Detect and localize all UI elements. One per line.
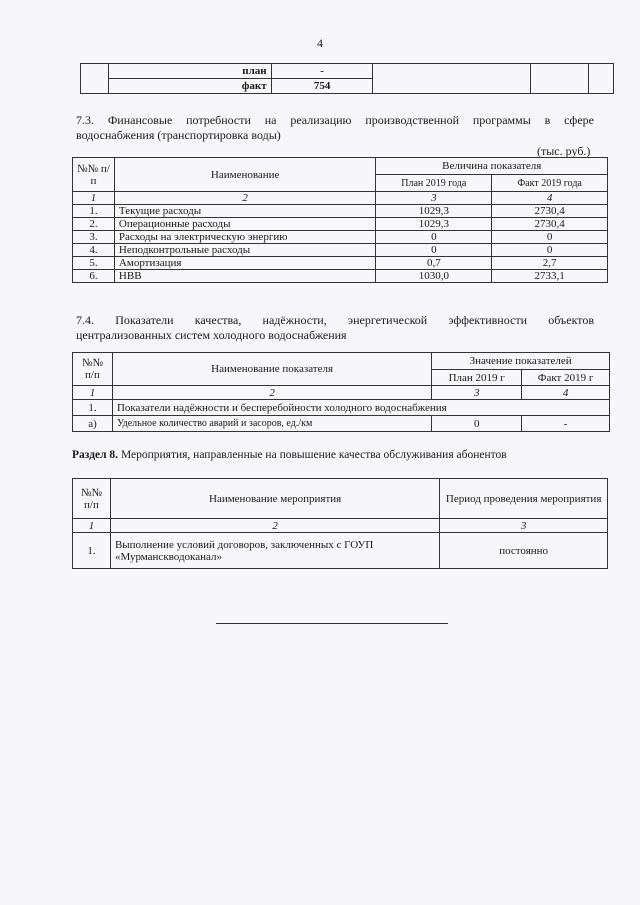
row-name: Удельное количество аварий и засоров, ед./км bbox=[112, 416, 431, 432]
row-plan: 0 bbox=[376, 231, 492, 244]
col-number: 4 bbox=[492, 192, 608, 205]
table-row bbox=[73, 244, 608, 257]
table-row bbox=[73, 416, 610, 432]
row-name: НВВ bbox=[114, 270, 376, 283]
header-fact: Факт 2019 года bbox=[492, 175, 608, 192]
header-num: №№ п/п bbox=[73, 353, 113, 386]
row-name: Неподконтрольные расходы bbox=[114, 244, 376, 257]
top-table bbox=[80, 63, 614, 94]
row-period: постоянно bbox=[440, 533, 608, 569]
row-num: 6. bbox=[73, 270, 115, 283]
header-plan: План 2019 года bbox=[376, 175, 492, 192]
row-fact: 2730,4 bbox=[492, 205, 608, 218]
header-name: Наименование bbox=[114, 158, 376, 192]
header-plan: План 2019 г bbox=[432, 370, 522, 386]
row-plan: 1029,3 bbox=[376, 205, 492, 218]
units-label: (тыс. руб.) bbox=[537, 144, 591, 158]
section-7-4-title-line1: 7.4. Показатели качества, надёжности, энергетической эффективности объектов bbox=[76, 313, 594, 327]
table-cell bbox=[81, 64, 109, 94]
header-period: Период проведения мероприятия bbox=[440, 479, 608, 519]
header-name: Наименование мероприятия bbox=[110, 479, 439, 519]
page-number: 4 bbox=[317, 36, 323, 50]
row-value-fact: 754 bbox=[271, 79, 373, 94]
row-name: Амортизация bbox=[114, 257, 376, 270]
col-number: 2 bbox=[114, 192, 376, 205]
table-row bbox=[73, 400, 610, 416]
col-number: 3 bbox=[432, 386, 522, 400]
row-fact: 2,7 bbox=[492, 257, 608, 270]
financial-needs-table bbox=[72, 157, 608, 283]
row-name: Операционные расходы bbox=[114, 218, 376, 231]
section-8-title bbox=[72, 448, 612, 462]
col-number: 1 bbox=[73, 386, 113, 400]
table-row bbox=[73, 205, 608, 218]
table-row bbox=[73, 533, 608, 569]
table-row bbox=[73, 270, 608, 283]
row-fact: 2730,4 bbox=[492, 218, 608, 231]
row-num: 1. bbox=[73, 205, 115, 218]
header-name: Наименование показателя bbox=[112, 353, 431, 386]
row-plan: 1030,0 bbox=[376, 270, 492, 283]
row-num: 5. bbox=[73, 257, 115, 270]
header-value-group: Величина показателя bbox=[376, 158, 608, 175]
row-fact: - bbox=[522, 416, 610, 432]
row-label-fact: факт bbox=[108, 79, 271, 94]
row-fact: 2733,1 bbox=[492, 270, 608, 283]
section-8-title-rest: Мероприятия, направленные на повышение качества обслуживания абонентов bbox=[118, 449, 507, 461]
row-fact: 0 bbox=[492, 231, 608, 244]
table-row bbox=[73, 231, 608, 244]
row-name: Выполнение условий договоров, заключенных с ГОУП «Мурманскводоканал» bbox=[110, 533, 439, 569]
row-num: 4. bbox=[73, 244, 115, 257]
col-number: 3 bbox=[376, 192, 492, 205]
section-7-3-title-line1: 7.3. Финансовые потребности на реализацию производственной программы в сфере bbox=[76, 113, 594, 127]
row-plan: 1029,3 bbox=[376, 218, 492, 231]
row-num: 1. bbox=[73, 400, 113, 416]
row-label-plan: план bbox=[108, 64, 271, 79]
row-name: Расходы на электрическую энергию bbox=[114, 231, 376, 244]
row-name: Показатели надёжности и бесперебойности холодного водоснабжения bbox=[112, 400, 609, 416]
row-fact: 0 bbox=[492, 244, 608, 257]
section-7-4-title-line2: централизованных систем холодного водоснабжения bbox=[76, 328, 347, 342]
row-plan: 0 bbox=[432, 416, 522, 432]
row-num: 1. bbox=[73, 533, 111, 569]
row-name: Текущие расходы bbox=[114, 205, 376, 218]
quality-indicators-table bbox=[72, 352, 610, 432]
customer-service-table bbox=[72, 478, 608, 569]
col-number: 3 bbox=[440, 519, 608, 533]
row-plan: 0,7 bbox=[376, 257, 492, 270]
col-number: 2 bbox=[110, 519, 439, 533]
section-8-title-bold: Раздел 8. bbox=[72, 449, 119, 461]
table-cell bbox=[373, 64, 531, 94]
header-fact: Факт 2019 г bbox=[522, 370, 610, 386]
col-number: 2 bbox=[112, 386, 431, 400]
row-num: 2. bbox=[73, 218, 115, 231]
col-number: 1 bbox=[73, 192, 115, 205]
header-num: №№ п/п bbox=[73, 479, 111, 519]
row-plan: 0 bbox=[376, 244, 492, 257]
section-7-3-title-line2: водоснабжения (транспортировка воды) bbox=[76, 128, 281, 142]
col-number: 1 bbox=[73, 519, 111, 533]
row-num: 3. bbox=[73, 231, 115, 244]
header-value-group: Значение показателей bbox=[432, 353, 610, 370]
table-cell bbox=[589, 64, 614, 94]
row-num: а) bbox=[73, 416, 113, 432]
row-value-plan: - bbox=[271, 64, 373, 79]
end-line bbox=[216, 623, 448, 624]
table-cell bbox=[531, 64, 589, 94]
table-row bbox=[73, 257, 608, 270]
header-num: №№ п/п bbox=[73, 158, 115, 192]
table-row bbox=[73, 218, 608, 231]
col-number: 4 bbox=[522, 386, 610, 400]
